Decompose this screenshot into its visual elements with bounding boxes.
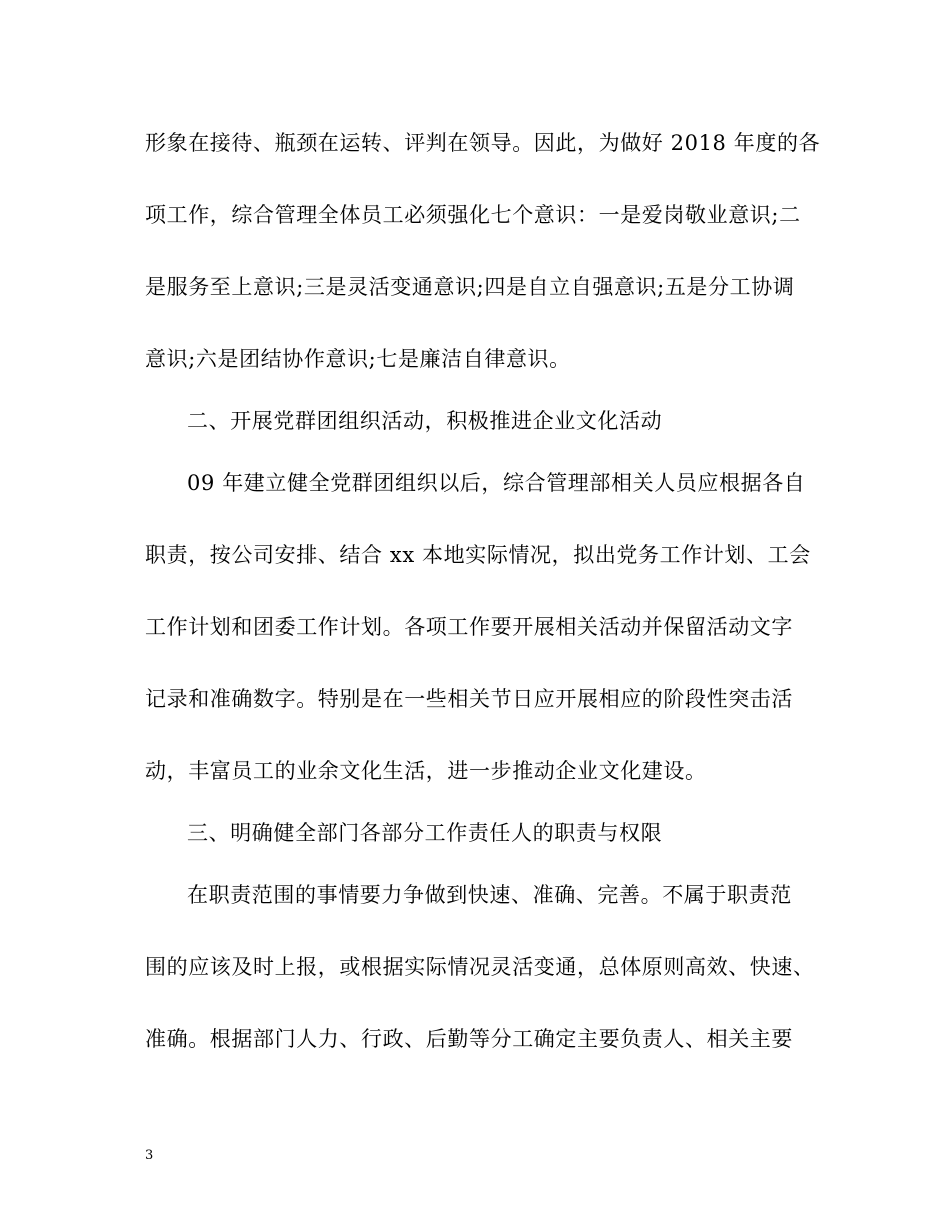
section-heading: 三、明确健全部门各部分工作责任人的职责与权限 [187, 821, 663, 845]
paragraph-line: 围的应该及时上报，或根据实际情况灵活变通，总体原则高效、快速、 [145, 955, 815, 979]
page-number: 3 [145, 1148, 154, 1163]
paragraph-line: 记录和准确数字。特别是在一些相关节日应开展相应的阶段性突击活 [145, 687, 793, 711]
paragraph-line: 职责，按公司安排、结合 xx 本地实际情况，拟出党务工作计划、工会 [145, 543, 811, 567]
paragraph-line: 是服务至上意识;三是灵活变通意识;四是自立自强意识;五是分工协调 [145, 275, 795, 299]
paragraph-line: 09 年建立健全党群团组织以后，综合管理部相关人员应根据各自 [187, 471, 806, 495]
paragraph-line: 形象在接待、瓶颈在运转、评判在领导。因此，为做好 2018 年度的各 [145, 131, 821, 155]
paragraph-line: 工作计划和团委工作计划。各项工作要开展相关活动并保留活动文字 [145, 615, 793, 639]
paragraph-line: 在职责范围的事情要力争做到快速、准确、完善。不属于职责范 [187, 883, 792, 907]
paragraph-line: 准确。根据部门人力、行政、后勤等分工确定主要负责人、相关主要 [145, 1027, 793, 1051]
paragraph-line: 项工作，综合管理全体员工必须强化七个意识：一是爱岗敬业意识;二 [145, 203, 801, 227]
paragraph-line: 意识;六是团结协作意识;七是廉洁自律意识。 [145, 347, 571, 371]
paragraph-line: 动，丰富员工的业余文化生活，进一步推动企业文化建设。 [145, 759, 707, 783]
section-heading: 二、开展党群团组织活动，积极推进企业文化活动 [187, 409, 663, 433]
